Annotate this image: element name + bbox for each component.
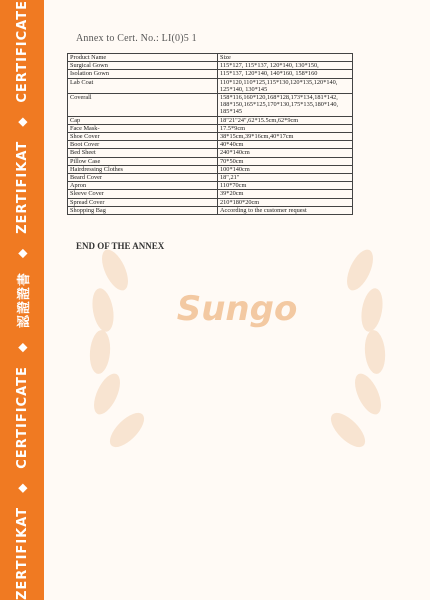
size-cell: 158*116,160*120,168*128,173*134,181*142, 188*150,165*125,170*130,175*135,180*140, 185*145 — [218, 94, 353, 117]
size-cell: 110*120,110*125,115*130,120*135,120*140, 125*140, 130*145 — [218, 78, 353, 93]
product-name-cell: Apron — [68, 182, 218, 190]
end-of-annex-text: END OF THE ANNEX — [76, 241, 165, 251]
diamond-icon: ◆ — [15, 247, 29, 259]
table-row — [68, 124, 353, 132]
table-row — [68, 198, 353, 206]
table-row — [68, 206, 353, 214]
table-row — [68, 78, 353, 93]
product-name-cell: Sleeve Cover — [68, 190, 218, 198]
diamond-icon: ◆ — [15, 341, 29, 353]
product-name-cell: Pillow Case — [68, 157, 218, 165]
size-cell: 115*127, 115*137, 120*140, 130*150, — [218, 62, 353, 70]
size-cell: 210*180*20cm — [218, 198, 353, 206]
certificate-side-band — [0, 0, 44, 600]
size-cell: According to the customer request — [218, 206, 353, 214]
product-name-cell: Hairdressing Clothes — [68, 165, 218, 173]
diamond-icon: ◆ — [15, 116, 29, 127]
table-row — [68, 165, 353, 173]
band-segment: CERTIFICATE — [14, 0, 30, 103]
table-row — [68, 116, 353, 124]
size-cell: 100*140cm — [218, 165, 353, 173]
band-segment: ZERTIFIKAT — [14, 506, 30, 600]
watermark-logo-text: Sungo — [176, 289, 298, 329]
annex-title: Annex to Cert. No.: LI(0)5 1 — [76, 33, 197, 44]
size-cell: 38*15cm,39*16cm,40*17cm — [218, 133, 353, 141]
table-row — [68, 190, 353, 198]
product-name-cell: Shoe Cover — [68, 133, 218, 141]
size-cell: 18"21"24",62*15.5cm,62*9cm — [218, 116, 353, 124]
table-row — [68, 141, 353, 149]
column-header: Product Name — [68, 54, 218, 62]
size-cell: 115*137, 120*140, 140*160, 158*160 — [218, 70, 353, 78]
product-name-cell: Boot Cover — [68, 141, 218, 149]
size-cell: 40*40cm — [218, 141, 353, 149]
product-name-cell: Spread Cover — [68, 198, 218, 206]
table-row — [68, 62, 353, 70]
table-row — [68, 133, 353, 141]
table-row — [68, 149, 353, 157]
side-band-text — [0, 0, 44, 600]
table-row — [68, 157, 353, 165]
product-name-cell: Beard Cover — [68, 174, 218, 182]
band-segment: ZERTIFIKAT — [14, 140, 30, 234]
size-cell: 110*70cm — [218, 182, 353, 190]
product-name-cell: Face Mask- — [68, 124, 218, 132]
size-cell: 70*50cm — [218, 157, 353, 165]
product-name-cell: Lab Coat — [68, 78, 218, 93]
size-cell: 240*140cm — [218, 149, 353, 157]
table-row — [68, 70, 353, 78]
laurel-watermark — [45, 230, 430, 490]
diamond-icon: ◆ — [15, 482, 29, 493]
product-name-cell: Shopping Bag — [68, 206, 218, 214]
size-cell: 18",21" — [218, 174, 353, 182]
annex-table — [67, 53, 353, 215]
product-name-cell: Isolation Gown — [68, 70, 218, 78]
table-header-row — [68, 54, 353, 62]
table-row — [68, 182, 353, 190]
size-cell: 17.5*9cm — [218, 124, 353, 132]
table-row — [68, 94, 353, 117]
band-segment: CERTIFICATE — [14, 366, 30, 469]
band-segment: 認證證書 — [16, 272, 32, 329]
product-name-cell: Bed Sheet — [68, 149, 218, 157]
column-header: Size — [218, 54, 353, 62]
table-row — [68, 174, 353, 182]
product-name-cell: Surgical Gown — [68, 62, 218, 70]
product-name-cell: Coverall — [68, 94, 218, 117]
size-cell: 39*20cm — [218, 190, 353, 198]
product-name-cell: Cap — [68, 116, 218, 124]
